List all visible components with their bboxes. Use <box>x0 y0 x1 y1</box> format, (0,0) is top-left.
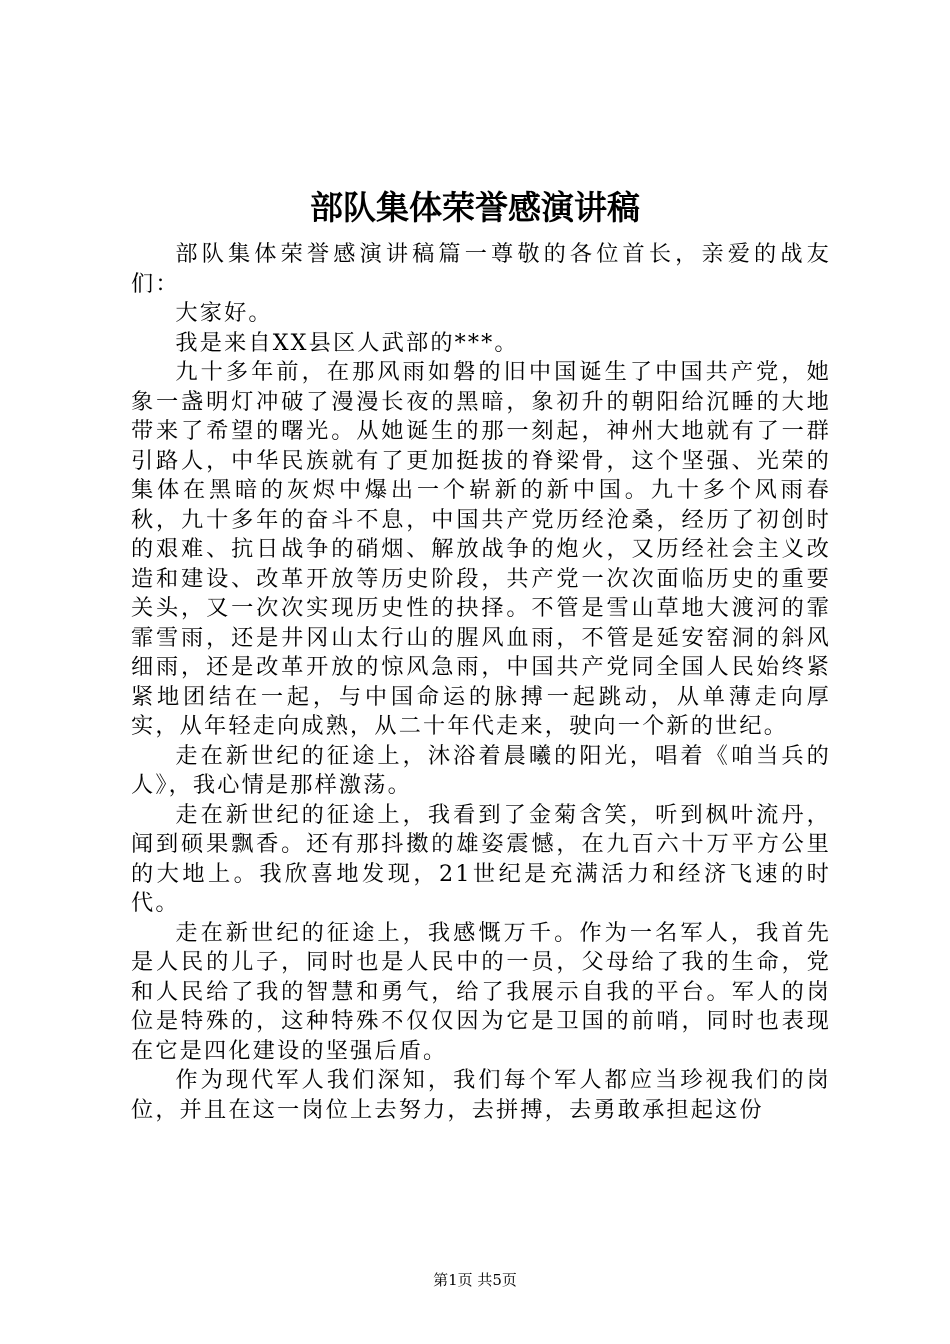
paragraph: 九十多年前，在那风雨如磐的旧中国诞生了中国共产党，她象一盏明灯冲破了漫漫长夜的黑暗，象初升的朝阳给沉睡的大地带来了希望的曙光。从她诞生的那一刻起，神州大地就有了一群引路人，中华民族就有了更加挺拔的脊梁骨，这个坚强、光荣的集体在黑暗的灰烬中爆出一个崭新的新中国。九十多个风雨春秋，九十多年的奋斗不息，中国共产党历经沧桑，经历了初创时的艰难、抗日战争的硝烟、解放战争的炮火，又历经社会主义改造和建设、改革开放等历史阶段，共产党一次次面临历史的重要关头，又一次次实现历史性的抉择。不管是雪山草地大渡河的霏霏雪雨，还是井冈山太行山的腥风血雨，不管是延安窑洞的斜风细雨，还是改革开放的惊风急雨，中国共产党同全国人民始终紧紧地团结在一起，与中国命运的脉搏一起跳动，从单薄走向厚实，从年轻走向成熟，从二十年代走来，驶向一个新的世纪。 <box>131 359 831 739</box>
paragraph: 大家好。 <box>175 300 273 326</box>
document-title: 部队集体荣誉感演讲稿 <box>310 188 640 227</box>
paragraph: 走在新世纪的征途上，我看到了金菊含笑，听到枫叶流丹，闻到硕果飘香。还有那抖擞的雄姿震憾，在九百六十万平方公里的大地上。我欣喜地发现，21世纪是充满活力和经济飞速的时代。 <box>131 801 831 916</box>
page-footer: 第1页 共5页 <box>433 1271 517 1289</box>
paragraph: 部队集体荣誉感演讲稿篇一尊敬的各位首长，亲爱的战友们： <box>131 241 831 297</box>
paragraph: 我是来自XX县区人武部的***。 <box>175 329 519 356</box>
document-body <box>131 240 831 1125</box>
paragraph: 走在新世纪的征途上，我感慨万千。作为一名军人，我首先是人民的儿子，同时也是人民中的一员，父母给了我的生命，党和人民给了我的智慧和勇气，给了我展示自我的平台。军人的岗位是特殊的，这种特殊不仅仅因为它是卫国的前哨，同时也表现在它是四化建设的坚强后盾。 <box>131 919 831 1064</box>
paragraph: 作为现代军人我们深知，我们每个军人都应当珍视我们的岗位，并且在这一岗位上去努力，去拼搏，去勇敢承担起这份 <box>131 1067 831 1123</box>
paragraph: 走在新世纪的征途上，沐浴着晨曦的阳光，唱着《咱当兵的人》，我心情是那样激荡。 <box>131 742 831 798</box>
